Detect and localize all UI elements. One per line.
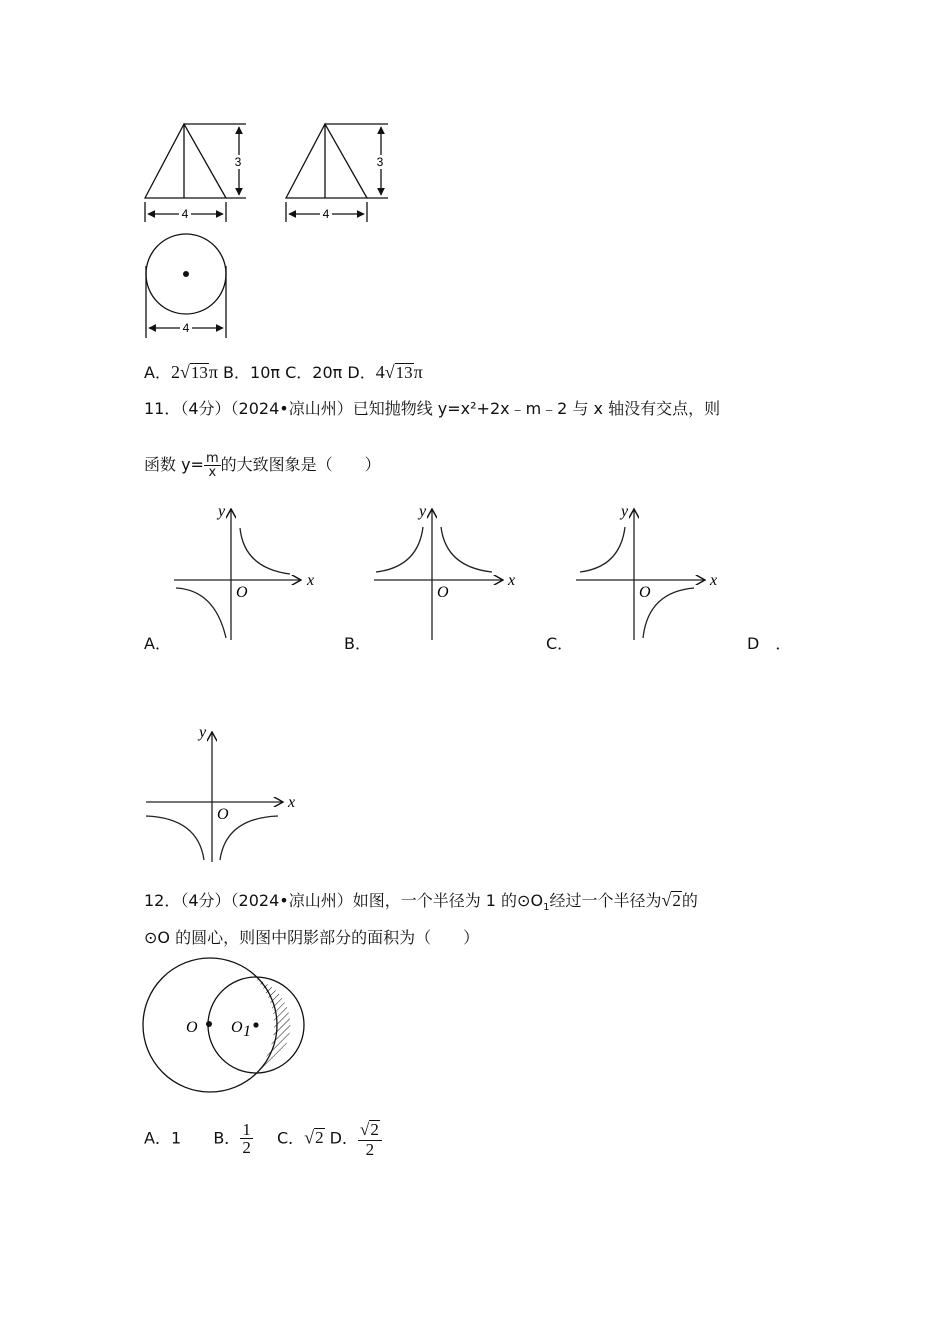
q10-option-b-label: B． [223, 363, 251, 382]
q12-line1-prefix: 12．（4分）（2024•凉山州）如图，一个半径为 1 的⊙O [144, 891, 544, 910]
q12-option-d-denominator: 2 [365, 1139, 375, 1159]
label-o1-subscript: 1 [243, 1023, 251, 1040]
q12-line2: ⊙O 的圆心，则图中阴影部分的面积为（ ） [144, 928, 480, 947]
graph-c-origin-label: O [639, 584, 651, 601]
q10-option-a-label: A． [144, 363, 171, 382]
q10-options: A．2√13π B．10π C．20π D．4√13π [144, 362, 423, 382]
graph-a-origin-label: O [236, 584, 248, 601]
q12-option-d-fraction [358, 1120, 382, 1158]
q12-line1-radicand: 2 [672, 891, 681, 910]
q12-option-b-numerator: 1 [242, 1120, 251, 1140]
q12-option-b-label: B． [213, 1128, 241, 1148]
q10-option-d-coef: 4 [375, 362, 385, 382]
q10-option-c-label: C． [285, 363, 313, 382]
side-height-label: 3 [376, 155, 384, 169]
graph-d-x-label: x [288, 794, 296, 811]
q12-options: A．1 B． $\frac{1}{2}$ C．√2 D． $\frac{√2}{2}$ [144, 1120, 382, 1158]
graph-d-origin-label: O [217, 806, 229, 823]
graph-d-y-label: y [199, 724, 207, 741]
front-width-label: 4 [181, 207, 189, 221]
graph-b-y-label: y [419, 503, 427, 520]
label-o: O [186, 1019, 198, 1036]
q12-option-b-denominator: 2 [242, 1138, 251, 1158]
q10-option-d-label: D． [347, 363, 376, 382]
side-width-label: 4 [322, 207, 330, 221]
graph-b-x-label: x [508, 572, 516, 589]
q12-option-d-numerator-radicand: 2 [370, 1120, 379, 1139]
q11-line1: 11．（4分）（2024•凉山州）已知抛物线 y=x²+2x﹣m﹣2 与 x 轴没有交点，则 [144, 399, 721, 418]
q12-option-c-radicand: 2 [315, 1128, 324, 1148]
graph-c-y-label: y [621, 503, 629, 520]
q12-line1-subscript: 1 [543, 902, 550, 914]
q10-option-d-radicand: 13 [395, 363, 413, 382]
q12-option-b-fraction [240, 1121, 253, 1156]
q11-option-d: D ． [747, 634, 792, 653]
q12-option-d-label: D． [329, 1128, 358, 1148]
q12-line1-middle: 经过一个半径为 [549, 891, 662, 910]
q11-option-b: B． [344, 634, 371, 653]
q12-option-d-numerator: √2 [358, 1120, 382, 1141]
shaded-region [256, 979, 290, 1071]
graph-b-origin-label: O [437, 584, 449, 601]
q10-option-a-pi: π [208, 362, 218, 382]
q12-line1: 12．（4分）（2024•凉山州）如图，一个半径为 1 的$⊙O_1$经过一个半径为√2的 [144, 890, 698, 914]
q10-option-c-value: 20π [312, 363, 343, 382]
center-o1-dot [253, 1022, 258, 1027]
q11-option-a: A． [144, 634, 171, 653]
center-o-dot [206, 1021, 212, 1027]
q11-line2-prefix: 函数 y= [144, 455, 204, 474]
q10-option-a-coef: 2 [170, 362, 180, 382]
graph-c-x-label: x [710, 572, 718, 589]
top-width-label: 4 [182, 321, 190, 335]
label-o1: O [231, 1019, 243, 1036]
q10-option-b-value: 10π [250, 363, 281, 382]
front-height-label: 3 [234, 155, 242, 169]
q11-option-c: C． [546, 634, 574, 653]
q12-option-a-label: A． [144, 1128, 171, 1148]
q12-line1-suffix: 的 [681, 891, 698, 910]
q11-line2-suffix: 的大致图象是（ ） [220, 455, 381, 474]
q11-fraction-denominator: x [208, 465, 217, 480]
q11-fraction-numerator: m [205, 451, 219, 466]
q12-option-c-label: C． [277, 1128, 305, 1148]
graph-a-y-label: y [218, 503, 226, 520]
q10-option-d-pi: π [413, 362, 423, 382]
q10-option-a-radicand: 13 [190, 363, 208, 382]
graph-a-x-label: x [307, 572, 315, 589]
q12-option-a-value: 1 [170, 1128, 182, 1148]
